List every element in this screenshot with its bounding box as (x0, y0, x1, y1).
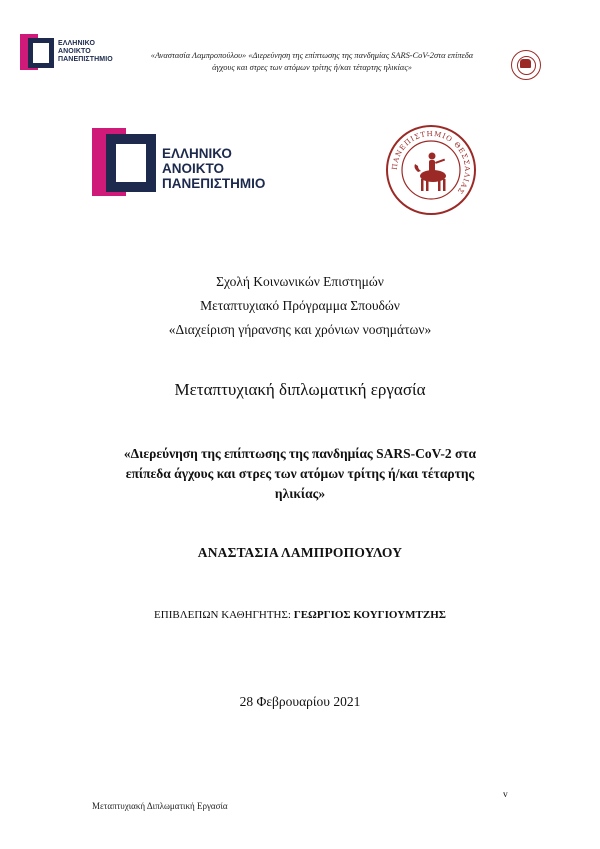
supervisor-line (0, 609, 600, 621)
thesis-type: Μεταπτυχιακή διπλωματική εργασία (174, 380, 426, 399)
school-name: Σχολή Κοινωνικών Επιστημών (216, 274, 384, 289)
supervisor-name: ΓΕΩΡΓΙΟΣ ΚΟΥΓΙΟΥΜΤΖΗΣ (293, 609, 446, 621)
page-number: v (503, 790, 508, 800)
eap-logo (92, 128, 272, 198)
program-name: «Διαχείριση γήρανσης και χρόνιων νοσημάτων» (168, 322, 432, 337)
university-of-thessaly-seal (385, 124, 477, 216)
author-name: ΑΝΑΣΤΑΣΙΑ ΛΑΜΠΡΟΠΟΥΛΟΥ (197, 545, 403, 560)
header-seal-icon (511, 50, 541, 80)
header-university-logo (20, 34, 116, 72)
centaur-seal-icon (385, 124, 477, 216)
running-header-title: «Αναστασία Λαμπροπούλου» «Διερεύνηση της επίπτωσης της πανδημίας SARS-CoV-2στα επίπεδα άγχους και στρες των ατόμων τρίτης ή/και τέταρτης ηλικίας» (150, 51, 474, 72)
footer-text: Μεταπτυχιακή Διπλωματική Εργασία (92, 801, 228, 811)
thesis-title: «Διερεύνηση της επίπτωσης της πανδημίας SARS-CoV-2 στα επίπεδα άγχους και στρες των ατόμων τρίτης ή/και τέταρτης ηλικίας» (123, 446, 477, 501)
submission-date: 28 Φεβρουαρίου 2021 (239, 694, 361, 709)
eap-logo-text: ΕΛΛΗΝΙΚΟ ΑΝΟΙΚΤΟ ΠΑΝΕΠΙΣΤΗΜΙΟ (162, 146, 266, 191)
header-logo-text: ΕΛΛΗΝΙΚΟ ΑΝΟΙΚΤΟ ΠΑΝΕΠΙΣΤΗΜΙΟ (58, 40, 113, 63)
eap-logo-mark-icon (20, 34, 56, 70)
supervisor-label: ΕΠΙΒΛΕΠΩΝ ΚΑΘΗΓΗΤΗΣ: (154, 609, 294, 621)
svg-text:ΠΑΝΕΠΙΣΤΗΜΙΟ ΘΕΣΣΑΛΙΑΣ: ΠΑΝΕΠΙΣΤΗΜΙΟ ΘΕΣΣΑΛΙΑΣ (390, 129, 472, 196)
program-type: Μεταπτυχιακό Πρόγραμμα Σπουδών (200, 298, 400, 313)
eap-logo-mark-icon (92, 128, 160, 196)
